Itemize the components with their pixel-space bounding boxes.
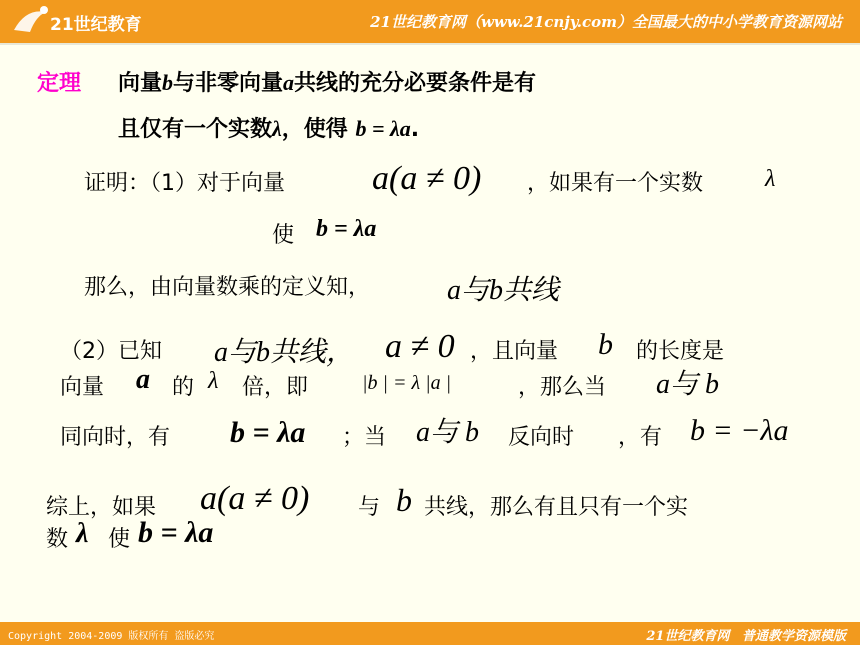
proof-part-2-text-b: ，且向量 (470, 339, 559, 364)
proof-part-2-math-2: a ≠ 0 (385, 328, 455, 365)
proof-a-and-b-2: a与 b (416, 417, 480, 448)
summary-vector-b: b (396, 482, 412, 518)
proof-step-1-text-b: ，如果有一个实数 (527, 171, 704, 196)
proof-step-1-text: 证明：（1）对于向量 (84, 171, 285, 196)
proof-vector-a: a (136, 364, 150, 395)
proof-step-2-text: 那么，由向量数乘的定义知， (84, 275, 371, 300)
summary-number-text: 数 (46, 527, 69, 552)
proof-step-1-math: a(a ≠ 0) (372, 160, 482, 197)
footer-brand: 21世纪教育网 普通教学资源模版 (646, 629, 846, 644)
theorem-label: 定理 (37, 71, 82, 96)
copyright-text: Copyright 2004-2009 版权所有 盗版必究 (8, 631, 215, 642)
summary-text-a: 综上，如果 (46, 495, 157, 520)
summary-lambda: λ (76, 518, 89, 549)
logo-text: 21世纪教育 (50, 15, 142, 35)
summary-with-text: 与 (358, 495, 381, 520)
proof-eq-opposite: b = −λa (690, 414, 789, 447)
proof-abs-eq: |b | = λ |a | (362, 372, 452, 394)
proof-same-dir-text: 同向时，有 (60, 425, 171, 450)
proof-lambda-2: λ (208, 368, 219, 394)
summary-text-c: 共线，那么有且只有一个实 (424, 495, 689, 520)
proof-opposite-text: 反向时 (508, 425, 575, 450)
summary-use-text: 使 (108, 527, 131, 552)
theorem-line-1: 向量b与非零向量a共线的充分必要条件是有 (118, 70, 537, 96)
proof-use-text: 使 (272, 223, 295, 248)
site-banner-text: 21世纪教育网（www.21cnjy.com）全国最大的中小学教育资源网站 (370, 13, 842, 31)
site-logo (6, 2, 146, 40)
header-bar (0, 0, 860, 43)
proof-part-2-label: （2）已知 (60, 339, 162, 364)
footer-bar (0, 622, 860, 645)
proof-eq-same: b = λa (230, 416, 306, 449)
proof-lambda: λ (765, 166, 776, 192)
proof-eq-1: b = λa (316, 216, 377, 242)
header-divider (0, 43, 860, 45)
proof-part-2-text-c: 的长度是 (636, 339, 725, 364)
proof-vector-b: b (598, 328, 613, 361)
proof-part-2-math-1: a与b共线， (214, 337, 355, 368)
proof-vector-text: 向量 (60, 375, 105, 400)
summary-math-1: a(a ≠ 0) (200, 480, 310, 517)
proof-a-and-b: a与 b (656, 369, 720, 400)
summary-eq: b = λa (138, 516, 214, 549)
proof-has-text: ，有 (618, 425, 663, 450)
theorem-line-2: 且仅有一个实数λ，使得 b = λa. (118, 116, 420, 142)
proof-of-text: 的 (172, 375, 195, 400)
proof-times-text: 倍，即 (242, 375, 309, 400)
proof-then-text: ，那么当 (518, 375, 607, 400)
proof-when-text: ；当 (342, 425, 387, 450)
proof-step-2-math: a与b共线 (447, 275, 560, 306)
